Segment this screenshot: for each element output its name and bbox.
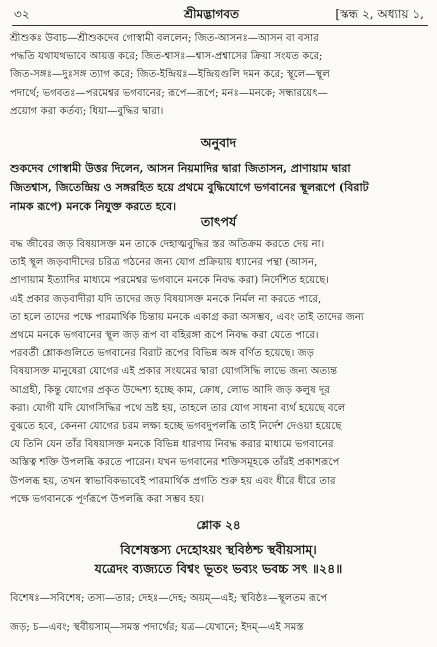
synonyms-previous [10, 30, 428, 121]
purport-line: যে তিনি যেন তাঁর বিষয়াসক্ত মনকে বিভিন্ন ধারণায় নিবদ্ধ করার মাধ্যমে ভগবানের [10, 439, 334, 451]
verse-line: বিশেষস্তস্য দেহোঽয়ং স্থবিষ্ঠশ্চ স্থবীয়সাম্। [120, 542, 317, 557]
synonym-line: জিত-সঙ্গঃ—দুঃসঙ্গ ত্যাগ করে; জিত-ইন্দ্রিয়ঃ—ইন্দ্রিয়গুলি দমন করে; স্থূলে—স্থূল [10, 69, 330, 81]
purport-line: এই প্রকার জড়বাদীরা যদি তাদের জড় বিষয়াসক্ত মনকে নির্মল না করতে পারে, [10, 293, 322, 305]
synonym-line: শ্রীশুকঃ উবাচ—শ্রীশুকদেব গোস্বামী বললেন; জিত-আসনঃ—আসন বা বসার [10, 33, 319, 44]
synonym-line: পদ্ধতি যথাযথভাবে আয়ত্ত করে; জিত-শ্বাসঃ—শ্বাস-প্রশ্বাসের ক্রিয়া সংযত করে; [10, 51, 323, 63]
purport-text [10, 236, 428, 509]
purport-line: বদ্ধ জীবের জড় বিষয়াসক্ত মন তাকে দেহাত্মবুদ্ধির স্তর অতিক্রম করতে দেয় না। [10, 239, 325, 250]
synonym-line: বিশেষঃ—সবিশেষ; তস্য—তার; দেহঃ—দেহ; অয়ম্—এই; স্থবিষ্ঠঃ—স্থূলতম রূপে [10, 593, 328, 605]
verse-line: যত্রেদং ব্যজ্যতে বিশ্বং ভূতং ভব্যং ভবচ্চ সৎ ॥২৪॥ [94, 561, 343, 576]
purport-line: প্রাণায়াম ইত্যাদির মাধ্যমে পরমেশ্বর ভগবানে মনকে নিবদ্ধ করা) নির্দেশিত হয়েছে। [10, 275, 330, 287]
translation-text [10, 159, 428, 216]
book-title: শ্রীমদ্ভাগবত [184, 7, 240, 21]
purport-line: বিষয়াসক্ত মানুষেরা যোগের এই প্রকার সংযমের দ্বারা যোগসিদ্ধি লাভে জন্য অত্যন্ত [10, 366, 338, 378]
synonyms-next [10, 580, 428, 647]
synonym-line: জড়; চ—এবং; স্থবীয়সাম্—সমস্ত পদার্থের; যত্র—যেখানে; ইদম্—এই সমস্ত [10, 621, 304, 633]
purport-line: করা। যোগী যদি যোগসিদ্ধির পথে ভ্রষ্ট হয়, তাহলে তার যোগ সাধনা ব্যর্থ হয়েছে বলে [10, 402, 346, 414]
synonym-line: পদার্থে; ভগবতঃ—পরমেশ্বর ভগবানের; রূপে—রূপে; মনঃ—মনকে; সন্ধারয়েৎ— [10, 87, 328, 99]
purport-line: বুঝতে হবে, কেননা যোগের চরম লক্ষ্য হচ্ছে ভগবদুপলব্ধি তাই নির্দেশ দেওয়া হয়েছে [10, 421, 342, 433]
chapter-reference: [স্কন্ধ ২, অধ্যায় ১, [335, 7, 424, 21]
translation-line: নামক রূপে) মনকে নিযুক্ত করতে হবে। [10, 200, 177, 213]
page-header [14, 6, 424, 24]
purport-line: পরবর্তী শ্লোকগুলিতে ভগবানের বিরাট রূপের বিভিন্ন অঙ্গ বর্ণিত হয়েছে। জড় [10, 348, 315, 360]
translation-line: শুকদেব গোস্বামী উত্তর দিলেন, আসন নিয়মাদির দ্বারা জিতাসন, প্রাণায়াম দ্বারা [10, 162, 351, 175]
verse-text [0, 540, 437, 578]
purport-line: প্রথমে মনকে ভগবানের স্থূল জড় রূপ বা বহিরঙ্গা রূপে নিবদ্ধ করা যেতে পারে। [10, 330, 319, 342]
purport-line: অস্তিত্ব শক্তি উপলব্ধি করতে পারেন। যখন ভগবানের শক্তিসমূহকে তাঁরই প্রকাশরূপে [10, 457, 340, 469]
translation-line: জিতশ্বাস, জিতেন্দ্রিয় ও সঙ্গরহিত হয়ে প্রথমে বুদ্ধিযোগে ভগবানের স্থূলরূপে (বিরাট [10, 181, 369, 194]
purport-line: উপলব্ধ হয়, তখন স্বাভাবিকভাবেই পারমার্থিক প্রগতি শুরু হয় এবং ধীরে ধীরে তার [10, 475, 336, 487]
verse-heading: শ্লোক ২৪ [196, 518, 241, 532]
purport-line: আগ্রহী, কিন্তু যোগের প্রকৃত উদ্দেশ্য হচ্ছে কাম, ক্রোধ, লোভ আদি জড় কলুষ দূর [10, 384, 330, 396]
purport-line: পক্ষে ভগবানকে পূর্ণরূপে উপলব্ধি করা সম্ভব হয়। [10, 493, 205, 505]
synonym-line: প্রয়োগ করা কর্তব্য; ধিয়া—বুদ্ধির দ্বারা। [10, 105, 164, 117]
translation-heading: অনুবাদ [200, 135, 237, 150]
purport-line: তা হলে তাদের পক্ষে পারমার্থিক চিন্তায় মনকে একাগ্র করা অসম্ভব, এবং তাই তাদের জন্য [10, 311, 364, 323]
purport-heading: তাৎপর্য [200, 214, 237, 229]
header-rule [12, 25, 428, 26]
page-number: ৩২ [14, 7, 30, 21]
purport-line: তাই স্থূল জড়বাদীদের চরিত্র গঠনের জন্য যোগ প্রক্রিয়ায় ধ্যানের পন্থা (আসন, [10, 257, 318, 269]
